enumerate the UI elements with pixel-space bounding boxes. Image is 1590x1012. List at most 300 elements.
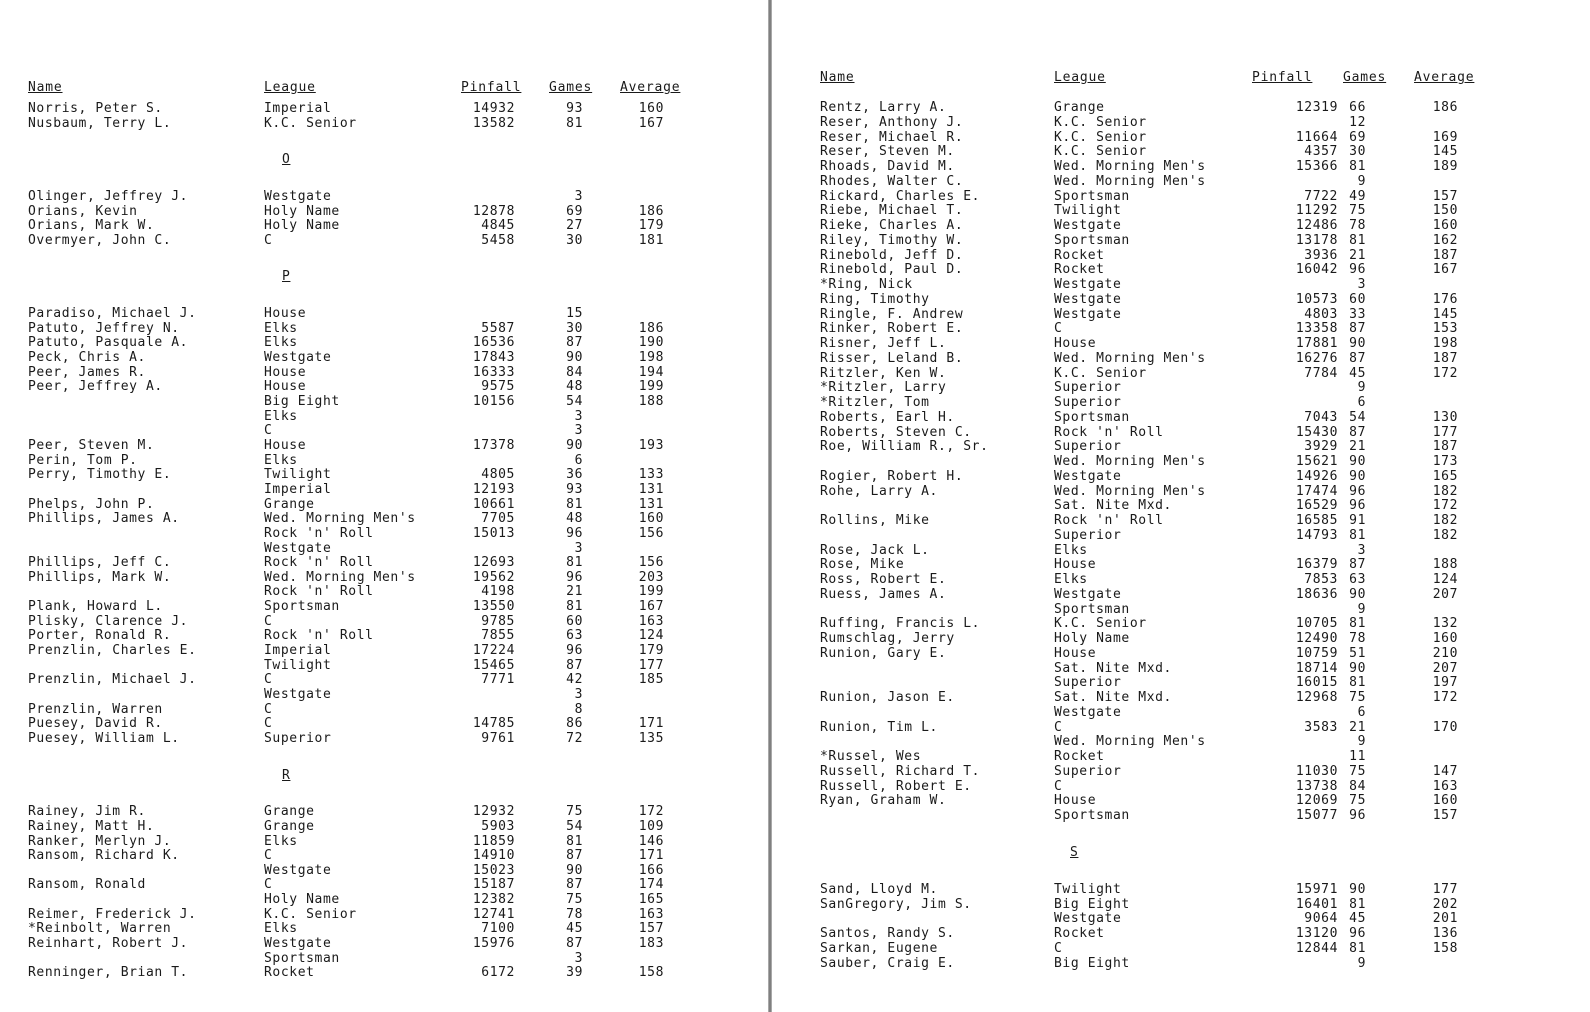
pinfall-value: 17843: [472, 350, 515, 366]
pinfall-value: 16042: [1295, 262, 1338, 278]
pinfall-value: 16585: [1295, 513, 1338, 528]
bowler-name: Reimer, Frederick J.: [28, 906, 197, 922]
average-value: 157: [638, 921, 664, 937]
league-name: Westgate: [264, 936, 332, 952]
average-value: 187: [1432, 439, 1458, 455]
league-name: C: [1054, 321, 1063, 337]
games-value: 54: [566, 818, 583, 834]
average-value: 199: [638, 584, 664, 600]
league-name: Westgate: [1054, 704, 1122, 720]
games-value: 81: [1349, 159, 1366, 174]
league-name: Wed. Morning Men's: [1054, 454, 1206, 469]
bowler-name: Renninger, Brian T.: [28, 965, 189, 981]
games-value: 45: [566, 921, 583, 937]
pinfall-value: 13178: [1295, 232, 1338, 248]
games-value: 45: [1349, 911, 1366, 927]
games-value: 21: [566, 584, 583, 600]
average-value: 177: [1432, 424, 1458, 440]
pinfall-value: 14932: [472, 101, 515, 116]
pinfall-value: 12844: [1295, 940, 1338, 956]
games-value: 87: [566, 936, 583, 952]
games-value: 63: [1349, 572, 1366, 587]
average-value: 179: [638, 218, 664, 234]
bowler-name: Ring, Timothy: [820, 291, 930, 307]
average-value: 179: [638, 643, 664, 659]
games-value: 3: [574, 950, 583, 966]
average-value: 156: [638, 525, 664, 541]
bowler-name: *Ritzler, Larry: [820, 380, 947, 396]
league-name: House: [1054, 557, 1097, 573]
games-value: 81: [1349, 940, 1366, 956]
games-value: 81: [566, 833, 583, 849]
average-value: 163: [638, 613, 664, 629]
bowler-name: Peer, Steven M.: [28, 437, 155, 453]
league-name: Rock 'n' Roll: [264, 584, 374, 600]
games-value: 30: [566, 232, 583, 248]
bowler-name: Rhoads, David M.: [820, 159, 955, 174]
bowler-name: Risner, Jeff L.: [820, 336, 947, 351]
games-value: 3: [1357, 277, 1366, 292]
games-value: 96: [1349, 926, 1366, 941]
pinfall-value: 15621: [1295, 454, 1338, 469]
league-name: Rock 'n' Roll: [1054, 424, 1164, 440]
league-name: House: [1054, 645, 1097, 661]
league-name: Westgate: [264, 687, 332, 702]
league-name: Sportsman: [1054, 808, 1130, 823]
average-value: 133: [638, 467, 664, 483]
average-value: 193: [638, 437, 664, 453]
bowler-name: Phelps, John P.: [28, 496, 155, 512]
league-name: Superior: [1054, 675, 1122, 691]
bowler-name: SanGregory, Jim S.: [820, 896, 972, 912]
league-name: Twilight: [264, 467, 332, 483]
league-name: K.C. Senior: [1054, 144, 1147, 160]
pinfall-value: 15366: [1295, 159, 1338, 174]
pinfall-value: 16379: [1295, 557, 1338, 573]
league-name: House: [1054, 336, 1097, 351]
games-value: 48: [566, 379, 583, 395]
pinfall-value: 3929: [1304, 439, 1338, 455]
bowler-name: Santos, Randy S.: [820, 926, 955, 941]
league-name: Twilight: [1054, 881, 1122, 897]
bowler-name: Sauber, Craig E.: [820, 955, 955, 971]
league-name: Wed. Morning Men's: [1054, 350, 1206, 366]
pinfall-value: 14926: [1295, 468, 1338, 484]
games-value: 54: [566, 394, 583, 409]
bowler-name: Rinker, Robert E.: [820, 321, 964, 337]
league-name: Elks: [264, 833, 298, 849]
bowler-name: Olinger, Jeffrey J.: [28, 188, 189, 204]
pinfall-value: 7705: [481, 511, 515, 527]
average-value: 131: [638, 496, 664, 512]
pinfall-value: 12878: [472, 203, 515, 219]
league-name: Rock 'n' Roll: [264, 555, 374, 571]
pinfall-value: 4803: [1304, 306, 1338, 322]
bowler-name: Ransom, Richard K.: [28, 848, 180, 864]
league-name: Superior: [264, 730, 332, 746]
average-value: 194: [638, 364, 664, 380]
average-value: 189: [1432, 159, 1458, 174]
league-name: C: [264, 701, 273, 717]
average-value: 169: [1432, 129, 1458, 145]
league-name: Imperial: [264, 101, 332, 116]
pinfall-value: 16333: [472, 364, 515, 380]
league-name: Elks: [264, 408, 298, 424]
average-value: 135: [638, 730, 664, 746]
average-value: 157: [1432, 188, 1458, 204]
games-value: 60: [1349, 291, 1366, 307]
pinfall-value: 12968: [1295, 690, 1338, 705]
games-value: 15: [566, 306, 583, 322]
games-value: 21: [1349, 247, 1366, 263]
pinfall-value: 10661: [472, 496, 515, 512]
games-value: 9: [1357, 173, 1366, 189]
pinfall-value: 10573: [1295, 291, 1338, 307]
games-value: 49: [1349, 188, 1366, 204]
col-header-average: Average: [1414, 70, 1475, 85]
pinfall-value: 13738: [1295, 778, 1338, 794]
average-value: 109: [638, 818, 664, 834]
bowler-name: Rinebold, Jeff D.: [820, 247, 964, 263]
games-value: 33: [1349, 306, 1366, 322]
bowler-name: Norris, Peter S.: [28, 101, 163, 116]
games-value: 27: [566, 218, 583, 234]
games-value: 96: [1349, 808, 1366, 823]
pinfall-value: 15023: [472, 862, 515, 878]
games-value: 81: [566, 555, 583, 571]
league-name: Superior: [1054, 380, 1122, 396]
bowler-name: Prenzlin, Charles E.: [28, 643, 197, 659]
average-value: 160: [1432, 218, 1458, 233]
bowler-name: Perry, Timothy E.: [28, 467, 172, 483]
bowler-name: Riley, Timothy W.: [820, 232, 964, 248]
league-name: C: [1054, 778, 1063, 794]
pinfall-value: 14910: [472, 848, 515, 864]
average-value: 182: [1432, 483, 1458, 499]
pinfall-value: 13550: [472, 599, 515, 615]
bowler-name: *Ring, Nick: [820, 277, 913, 292]
average-value: 171: [638, 716, 664, 732]
pinfall-value: 18714: [1295, 660, 1338, 676]
league-name: K.C. Senior: [1054, 616, 1147, 632]
league-name: Sat. Nite Mxd.: [1054, 660, 1172, 676]
bowler-name: Rumschlag, Jerry: [820, 631, 955, 646]
average-value: 160: [638, 101, 664, 116]
games-value: 90: [566, 350, 583, 366]
league-name: C: [264, 232, 273, 248]
games-value: 75: [1349, 690, 1366, 705]
games-value: 12: [1349, 114, 1366, 130]
pinfall-value: 9575: [481, 379, 515, 395]
average-value: 172: [1432, 498, 1458, 514]
average-value: 163: [638, 906, 664, 922]
games-value: 3: [574, 408, 583, 424]
league-name: Holy Name: [264, 892, 340, 908]
bowler-name: Perin, Tom P.: [28, 452, 138, 468]
pinfall-value: 11292: [1295, 203, 1338, 219]
games-value: 96: [566, 525, 583, 541]
pinfall-value: 17881: [1295, 336, 1338, 351]
average-value: 182: [1432, 527, 1458, 543]
bowler-name: Rainey, Jim R.: [28, 804, 146, 820]
average-value: 167: [1432, 262, 1458, 278]
games-value: 90: [1349, 881, 1366, 897]
league-name: Elks: [1054, 572, 1088, 587]
league-name: Twilight: [1054, 203, 1122, 219]
pinfall-value: 11030: [1295, 763, 1338, 779]
average-value: 136: [1432, 926, 1458, 941]
games-value: 9: [1357, 601, 1366, 617]
average-value: 156: [638, 555, 664, 571]
league-name: Westgate: [264, 540, 332, 556]
pinfall-value: 14793: [1295, 527, 1338, 543]
bowler-name: Ross, Robert E.: [820, 572, 947, 587]
pinfall-value: 7100: [481, 921, 515, 937]
average-value: 130: [1432, 409, 1458, 425]
league-name: Big Eight: [264, 394, 340, 409]
league-name: House: [264, 306, 307, 322]
games-value: 63: [566, 628, 583, 644]
bowler-name: Roberts, Steven C.: [820, 424, 972, 440]
league-name: Grange: [1054, 100, 1105, 115]
games-value: 90: [1349, 586, 1366, 602]
games-value: 3: [574, 188, 583, 204]
bowler-name: Porter, Ronald R.: [28, 628, 172, 644]
pinfall-value: 15430: [1295, 424, 1338, 440]
bowler-name: Rogier, Robert H.: [820, 468, 964, 484]
league-name: Rocket: [1054, 247, 1105, 263]
games-value: 8: [574, 701, 583, 717]
average-value: 187: [1432, 350, 1458, 366]
games-value: 3: [574, 540, 583, 556]
games-value: 84: [1349, 778, 1366, 794]
section-letter: S: [1070, 844, 1079, 860]
games-value: 87: [1349, 557, 1366, 573]
league-name: C: [1054, 940, 1063, 956]
games-value: 78: [1349, 631, 1366, 646]
league-name: C: [264, 877, 273, 893]
games-value: 90: [566, 862, 583, 878]
league-name: Grange: [264, 804, 315, 820]
pinfall-value: 3936: [1304, 247, 1338, 263]
games-value: 87: [1349, 321, 1366, 337]
league-name: Sportsman: [264, 599, 340, 615]
league-name: House: [264, 379, 307, 395]
games-value: 93: [566, 481, 583, 497]
bowler-name: Phillips, James A.: [28, 511, 180, 527]
bowler-name: Puesey, William L.: [28, 730, 180, 746]
average-value: 207: [1432, 586, 1458, 602]
games-value: 3: [574, 423, 583, 439]
bowler-name: *Reinbolt, Warren: [28, 921, 172, 937]
league-name: Elks: [264, 452, 298, 468]
average-value: 174: [638, 877, 664, 893]
league-name: K.C. Senior: [1054, 129, 1147, 145]
league-name: Rock 'n' Roll: [1054, 513, 1164, 528]
league-name: Rocket: [1054, 262, 1105, 278]
league-name: Wed. Morning Men's: [1054, 173, 1206, 189]
games-value: 87: [1349, 350, 1366, 366]
bowler-name: Ruffing, Francis L.: [820, 616, 981, 632]
bowler-name: Phillips, Jeff C.: [28, 555, 172, 571]
league-name: Westgate: [1054, 218, 1122, 233]
league-name: Rock 'n' Roll: [264, 525, 374, 541]
pinfall-value: 16015: [1295, 675, 1338, 691]
games-value: 3: [1357, 542, 1366, 558]
league-name: Big Eight: [1054, 955, 1130, 971]
average-value: 188: [638, 394, 664, 409]
pinfall-value: 6172: [481, 965, 515, 981]
games-value: 96: [1349, 498, 1366, 514]
bowler-name: Prenzlin, Michael J.: [28, 672, 197, 688]
pinfall-value: 5903: [481, 818, 515, 834]
games-value: 81: [1349, 896, 1366, 912]
bowler-name: Rickard, Charles E.: [820, 188, 981, 204]
pinfall-value: 3583: [1304, 719, 1338, 735]
pinfall-value: 7784: [1304, 365, 1338, 381]
bowler-name: Rentz, Larry A.: [820, 100, 947, 115]
games-value: 48: [566, 511, 583, 527]
average-value: 177: [1432, 881, 1458, 897]
league-name: Sportsman: [1054, 409, 1130, 425]
games-value: 90: [1349, 660, 1366, 676]
league-name: Sportsman: [264, 950, 340, 966]
games-value: 81: [1349, 527, 1366, 543]
bowler-name: Runion, Tim L.: [820, 719, 938, 735]
average-value: 166: [638, 862, 664, 878]
bowler-name: Orians, Mark W.: [28, 218, 155, 234]
games-value: 81: [1349, 675, 1366, 691]
league-name: Wed. Morning Men's: [1054, 159, 1206, 174]
bowler-name: Prenzlin, Warren: [28, 701, 163, 717]
league-name: Wed. Morning Men's: [264, 511, 416, 527]
games-value: 69: [566, 203, 583, 219]
pinfall-value: 9785: [481, 613, 515, 629]
average-value: 186: [638, 203, 664, 219]
average-value: 181: [638, 232, 664, 248]
col-header-average: Average: [620, 80, 681, 95]
average-value: 188: [1432, 557, 1458, 573]
league-name: Wed. Morning Men's: [1054, 734, 1206, 750]
games-value: 36: [566, 467, 583, 483]
bowler-name: Roe, William R., Sr.: [820, 439, 989, 455]
pinfall-value: 15187: [472, 877, 515, 893]
col-header-name: Name: [28, 80, 63, 95]
league-name: C: [264, 613, 273, 629]
bowler-name: Russell, Robert E.: [820, 778, 972, 794]
bowler-name: Runion, Gary E.: [820, 645, 947, 661]
games-value: 60: [566, 613, 583, 629]
pinfall-value: 12486: [1295, 218, 1338, 233]
pinfall-value: 7043: [1304, 409, 1338, 425]
league-name: Rocket: [1054, 926, 1105, 941]
games-value: 96: [1349, 262, 1366, 278]
pinfall-value: 7771: [481, 672, 515, 688]
games-value: 75: [566, 892, 583, 908]
average-value: 158: [638, 965, 664, 981]
bowler-name: Rieke, Charles A.: [820, 218, 964, 233]
games-value: 93: [566, 101, 583, 116]
league-name: Westgate: [1054, 468, 1122, 484]
league-name: Elks: [264, 921, 298, 937]
pinfall-value: 17224: [472, 643, 515, 659]
games-value: 21: [1349, 719, 1366, 735]
games-value: 30: [1349, 144, 1366, 160]
pinfall-value: 4845: [481, 218, 515, 234]
bowler-name: Ruess, James A.: [820, 586, 947, 602]
col-header-pinfall: Pinfall: [1252, 70, 1313, 85]
pinfall-value: 19562: [472, 569, 515, 585]
average-value: 147: [1432, 763, 1458, 779]
league-name: Westgate: [264, 862, 332, 878]
games-value: 86: [566, 716, 583, 732]
games-value: 81: [566, 496, 583, 512]
average-value: 150: [1432, 203, 1458, 219]
average-value: 207: [1432, 660, 1458, 676]
bowler-name: *Ritzler, Tom: [820, 395, 930, 410]
games-value: 91: [1349, 513, 1366, 528]
average-value: 145: [1432, 144, 1458, 160]
league-name: C: [264, 672, 273, 688]
pinfall-value: 11664: [1295, 129, 1338, 145]
games-value: 42: [566, 672, 583, 688]
average-value: 158: [1432, 940, 1458, 956]
league-name: Sportsman: [1054, 188, 1130, 204]
league-name: K.C. Senior: [264, 906, 357, 922]
pinfall-value: 15013: [472, 525, 515, 541]
games-value: 30: [566, 320, 583, 336]
games-value: 75: [566, 804, 583, 820]
bowler-name: Reser, Anthony J.: [820, 114, 964, 130]
average-value: 124: [638, 628, 664, 644]
games-value: 87: [566, 335, 583, 351]
average-value: 183: [638, 936, 664, 952]
bowler-name: Peck, Chris A.: [28, 350, 146, 366]
league-name: Westgate: [1054, 911, 1122, 927]
average-value: 153: [1432, 321, 1458, 337]
bowler-name: Rainey, Matt H.: [28, 818, 155, 834]
bowler-name: Rhodes, Walter C.: [820, 173, 964, 189]
league-name: Westgate: [1054, 277, 1122, 292]
bowler-name: Sarkan, Eugene: [820, 940, 938, 956]
games-value: 87: [1349, 424, 1366, 440]
right-page: [772, 0, 1590, 1012]
league-name: Twilight: [264, 657, 332, 673]
bowler-name: Peer, Jeffrey A.: [28, 379, 163, 395]
league-name: Elks: [264, 320, 298, 336]
league-name: Holy Name: [264, 218, 340, 234]
games-value: 69: [1349, 129, 1366, 145]
league-name: Rocket: [264, 965, 315, 981]
pinfall-value: 12069: [1295, 793, 1338, 809]
league-name: K.C. Senior: [1054, 365, 1147, 381]
games-value: 75: [1349, 793, 1366, 809]
bowler-name: Peer, James R.: [28, 364, 146, 380]
average-value: 176: [1432, 291, 1458, 307]
bowler-name: Rohe, Larry A.: [820, 483, 938, 499]
games-value: 72: [566, 730, 583, 746]
league-name: Superior: [1054, 763, 1122, 779]
col-header-games: Games: [1343, 70, 1387, 85]
games-value: 9: [1357, 380, 1366, 396]
average-value: 160: [1432, 793, 1458, 809]
games-value: 96: [1349, 483, 1366, 499]
league-name: Holy Name: [1054, 631, 1130, 646]
average-value: 165: [638, 892, 664, 908]
bowler-name: Rose, Jack L.: [820, 542, 930, 558]
col-header-name: Name: [820, 70, 855, 85]
average-value: 186: [1432, 100, 1458, 115]
